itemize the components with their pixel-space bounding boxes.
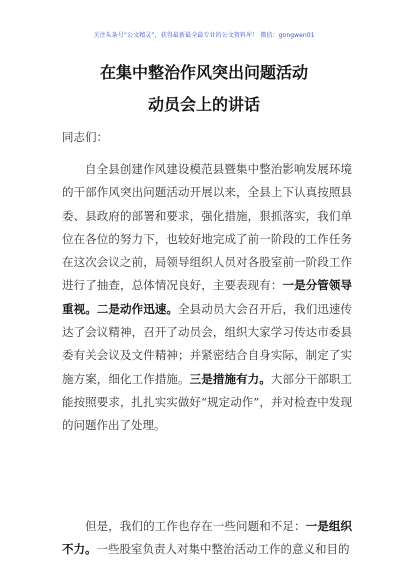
p1-run-0: 自全县创建作风建设模范县暨集中整治影响发展环境的干部作风突出问题活动开展以来，全县上下认真按照县委、县政府的部署和要求，强化措施，狠抓落实，我们单位在各位的努力下，也较好地完成了前一阶段的工作任务在这次会议之前，局领导组织人员对各股室前一阶段工作进行了抽查，总体情况良好，主要表现有：: [62, 162, 352, 293]
p1-run-6: 大部分干部职工能按照要求，扎扎实实做好“规定动作”，并对检查中发现的问题作出了处理。: [62, 371, 353, 433]
p2-run-0: 但是，我们的工作也存在一些问题和不足：: [85, 519, 306, 533]
paragraph-2: [62, 515, 352, 562]
p1-run-3: 二是动作迅速。: [96, 301, 179, 316]
p1-run-4: 全县动员大会召开后，我们迅速传达了会议精神，召开了动员会，组织大家学习传达市委县委有关会议及文件精神；并紧密结合自身实际，制定了实施方案，细化工作措施。: [62, 301, 353, 386]
p1-run-5: 三是措施有力。: [189, 371, 271, 386]
title-line-1: 在集中整治作风突出问题活动: [99, 63, 308, 82]
p2-run-2: 一些股室负责人对集中整治活动工作的意义和目的: [96, 542, 350, 557]
header-note: 关注头条号“公文精灵”，获得最新最全最专业的公文资料库！ 微信：gongwen01: [93, 32, 315, 39]
paragraph-1: [62, 158, 352, 438]
salutation: 同志们：: [62, 130, 108, 144]
title-line-2: 动员会上的讲话: [147, 95, 260, 114]
p1-run-1: 一是分管领导重视。: [62, 278, 353, 316]
p2-run-1: 一是组织不力。: [62, 519, 353, 557]
